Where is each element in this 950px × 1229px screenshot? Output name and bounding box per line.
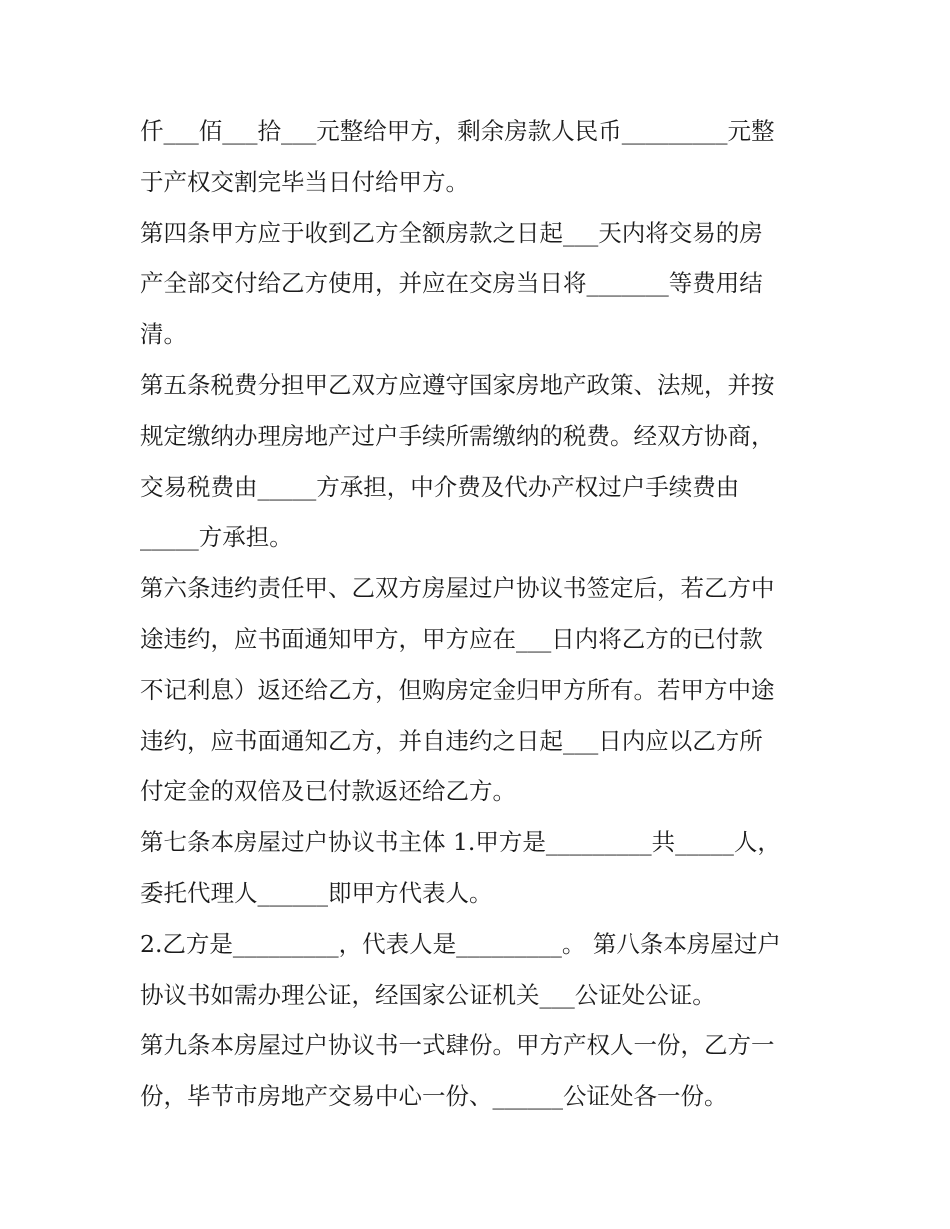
text-line-11: 途违约，应书面通知甲方，甲方应在___日内将乙方的已付款	[140, 624, 763, 653]
text-line-18: 协议书如需办理公证，经国家公证机关___公证处公证。	[140, 980, 716, 1009]
text-line-14: 付定金的双倍及已付款返还给乙方。	[140, 777, 516, 806]
text-line-2: 于产权交割完毕当日付给甲方。	[140, 167, 469, 196]
text-line-5: 清。	[140, 320, 187, 349]
text-line-6: 第五条税费分担甲乙双方应遵守国家房地产政策、法规，并按	[140, 370, 775, 399]
text-line-20: 份，毕节市房地产交易中心一份、______公证处各一份。	[140, 1082, 728, 1111]
text-line-17: 2.乙方是_________，代表人是_________。 第八条本房屋过户	[140, 929, 781, 958]
text-line-4: 产全部交付给乙方使用，并应在交房当日将_______等费用结	[140, 269, 763, 298]
text-line-8: 交易税费由_____方承担，中介费及代办产权过户手续费由	[140, 472, 740, 501]
text-line-16: 委托代理人______即甲方代表人。	[140, 878, 493, 907]
text-line-13: 违约，应书面通知乙方，并自违约之日起___日内应以乙方所	[140, 726, 763, 755]
text-line-1: 仟___佰___拾___元整给甲方，剩余房款人民币_________元整	[140, 117, 775, 145]
text-line-15: 第七条本房屋过户协议书主体 1.甲方是_________共_____人，	[140, 828, 781, 857]
text-line-10: 第六条违约责任甲、乙双方房屋过户协议书签定后，若乙方中	[140, 574, 775, 603]
text-line-19: 第九条本房屋过户协议书一式肆份。甲方产权人一份，乙方一	[140, 1031, 775, 1060]
text-line-7: 规定缴纳办理房地产过户手续所需缴纳的税费。经双方协商，	[140, 421, 775, 450]
contract-text	[140, 106, 820, 1122]
text-line-3: 第四条甲方应于收到乙方全额房款之日起___天内将交易的房	[140, 218, 763, 247]
text-line-9: _____方承担。	[140, 523, 293, 552]
text-line-12: 不记利息）返还给乙方，但购房定金归甲方所有。若甲方中途	[140, 675, 775, 704]
